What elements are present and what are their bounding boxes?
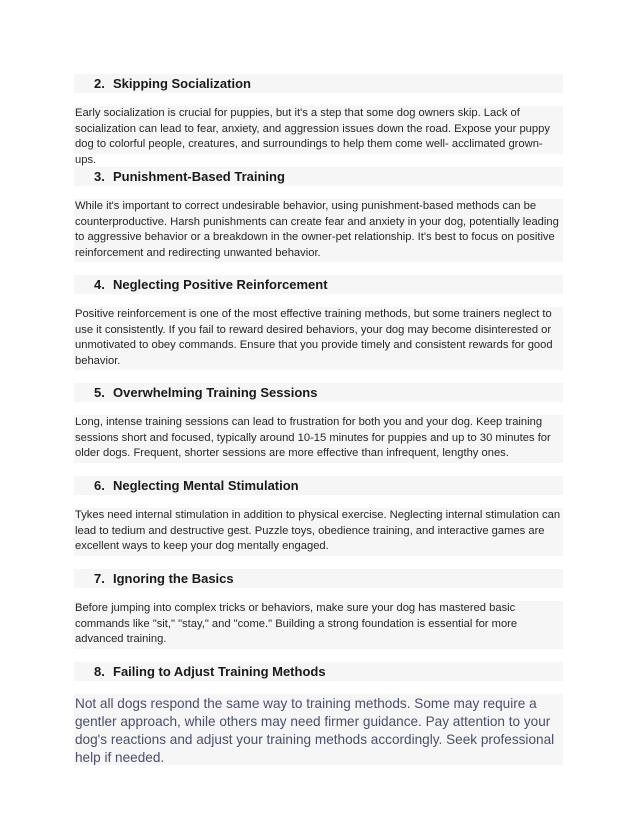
- section-title: Skipping Socialization: [113, 76, 251, 91]
- section-body: Early socialization is crucial for puppies, but it's a step that some dog owners skip. Lack of socialization can lead to fear, anxiety, and aggression issues down the road. Expose your puppy dog to colorful people, creatures, and surroundings to help them come well- acclimated grown-ups.: [74, 106, 563, 154]
- section-number: 4.: [94, 277, 105, 292]
- section-heading: [74, 569, 563, 588]
- section-heading: [74, 383, 563, 402]
- section-number: 6.: [94, 478, 105, 493]
- section-title: Ignoring the Basics: [113, 571, 234, 586]
- section-heading: [74, 662, 563, 681]
- section-heading: [74, 476, 563, 495]
- section-title: Punishment-Based Training: [113, 169, 285, 184]
- section-title: Overwhelming Training Sessions: [113, 385, 318, 400]
- section-body: Long, intense training sessions can lead to frustration for both you and your dog. Keep training sessions short and focused, typically around 10-15 minutes for puppies and up to 30 minutes for older dogs. Frequent, shorter sessions are more effective than infrequent, lengthy ones.: [74, 415, 563, 463]
- section-title: Neglecting Positive Reinforcement: [113, 277, 328, 292]
- section-body: Positive reinforcement is one of the most effective training methods, but some trainers neglect to use it consistently. If you fail to reward desired behaviors, your dog may become disinterested or unmotivated to obey commands. Ensure that you provide timely and consistent rewards for good behavior.: [74, 307, 563, 370]
- section-title: Neglecting Mental Stimulation: [113, 478, 299, 493]
- section-title: Failing to Adjust Training Methods: [113, 664, 326, 679]
- section-body: Not all dogs respond the same way to training methods. Some may require a gentler approach, while others may need firmer guidance. Pay attention to your dog's reactions and adjust your training methods accordingly. Seek professional help if needed.: [74, 694, 563, 765]
- section-number: 7.: [94, 571, 105, 586]
- section-number: 2.: [94, 76, 105, 91]
- section-number: 8.: [94, 664, 105, 679]
- section-body: Before jumping into complex tricks or behaviors, make sure your dog has mastered basic commands like "sit," "stay," and "come." Building a strong foundation is essential for more advanced training.: [74, 601, 563, 649]
- section-heading: [74, 275, 563, 294]
- section-number: 5.: [94, 385, 105, 400]
- section-number: 3.: [94, 169, 105, 184]
- section-heading: [74, 74, 563, 93]
- section-heading: [74, 167, 563, 186]
- section-body: While it's important to correct undesirable behavior, using punishment-based methods can be counterproductive. Harsh punishments can create fear and anxiety in your dog, potentially leading to aggressive behavior or a breakdown in the owner-pet relationship. It's best to focus on positive reinforcement and redirecting unwanted behavior.: [74, 199, 563, 262]
- section-body: Tykes need internal stimulation in addition to physical exercise. Neglecting internal stimulation can lead to tedium and destructive gest. Puzzle toys, obedience training, and interactive games are excellent ways to keep your dog mentally engaged.: [74, 508, 563, 556]
